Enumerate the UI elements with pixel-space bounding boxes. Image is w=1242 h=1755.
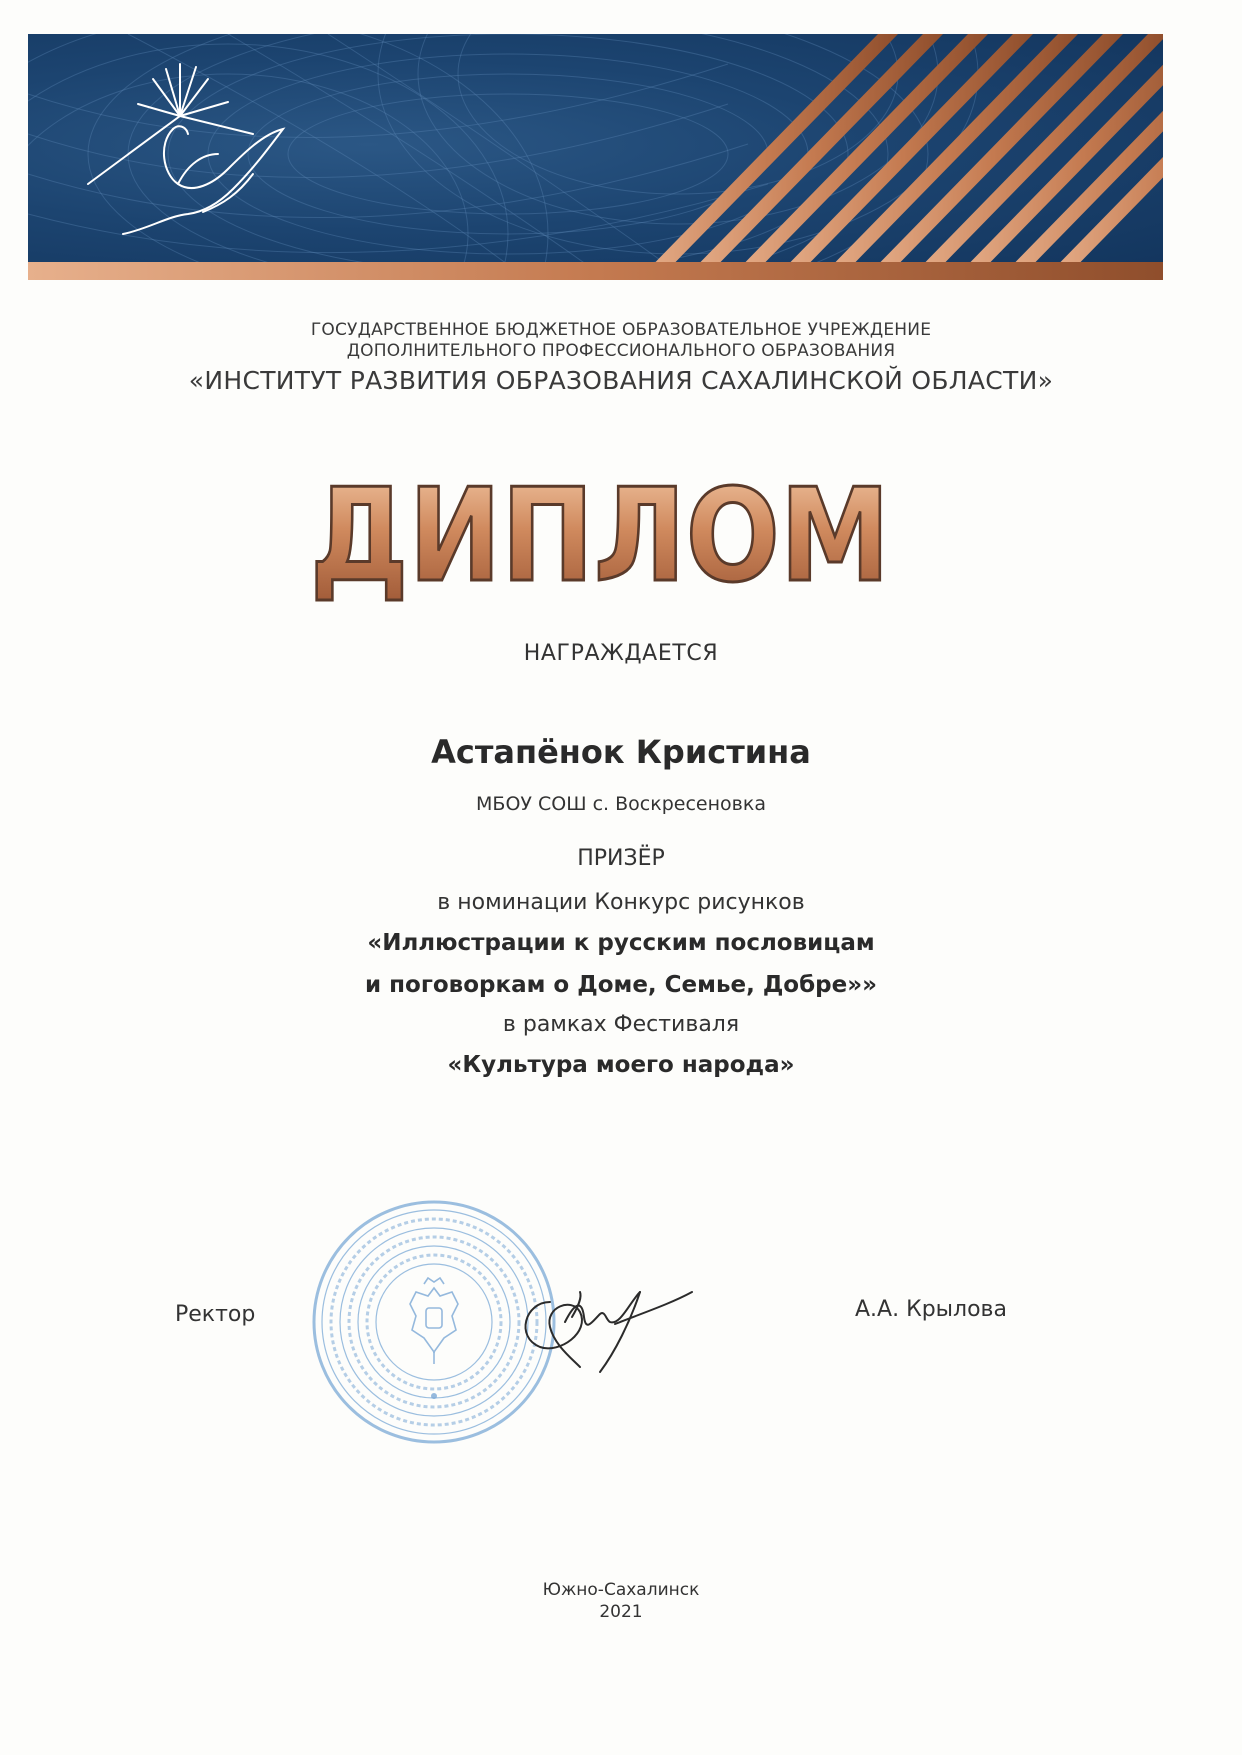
diploma-title bbox=[300, 455, 900, 611]
institution-line-2: ДОПОЛНИТЕЛЬНОГО ПРОФЕССИОНАЛЬНОГО ОБРАЗОВАНИЯ bbox=[346, 341, 896, 361]
topic-line-1: «Иллюстрации к русским пословицам bbox=[367, 930, 875, 956]
award-place: ПРИЗЁР bbox=[577, 846, 665, 871]
state-emblem-icon bbox=[410, 1278, 458, 1364]
signatory-name: А.А. Крылова bbox=[855, 1297, 1008, 1322]
handwritten-signature bbox=[520, 1262, 700, 1382]
recipient-school: МБОУ СОШ с. Воскресеновка bbox=[476, 793, 766, 815]
diploma-title-text: ДИПЛОМ bbox=[310, 462, 890, 611]
awarded-label: НАГРАЖДАЕТСЯ bbox=[523, 641, 719, 666]
topic-line-2: и поговоркам о Доме, Семье, Добре»» bbox=[365, 972, 877, 998]
footer-year: 2021 bbox=[599, 1602, 643, 1622]
recipient-name: Астапёнок Кристина bbox=[431, 733, 811, 771]
banner-artwork bbox=[28, 34, 1163, 280]
nomination-line: в номинации Конкурс рисунков bbox=[437, 890, 805, 915]
festival-name: «Культура моего народа» bbox=[447, 1052, 795, 1078]
footer-city: Южно-Сахалинск bbox=[542, 1580, 700, 1600]
institution-name: «ИНСТИТУТ РАЗВИТИЯ ОБРАЗОВАНИЯ САХАЛИНСКОЙ ОБЛАСТИ» bbox=[188, 366, 1054, 395]
signatory-role: Ректор bbox=[175, 1302, 256, 1327]
frame-line: в рамках Фестиваля bbox=[502, 1012, 740, 1037]
institution-line-1: ГОСУДАРСТВЕННОЕ БЮДЖЕТНОЕ ОБРАЗОВАТЕЛЬНОЕ УЧРЕЖДЕНИЕ bbox=[310, 320, 932, 340]
header-banner bbox=[28, 34, 1163, 280]
